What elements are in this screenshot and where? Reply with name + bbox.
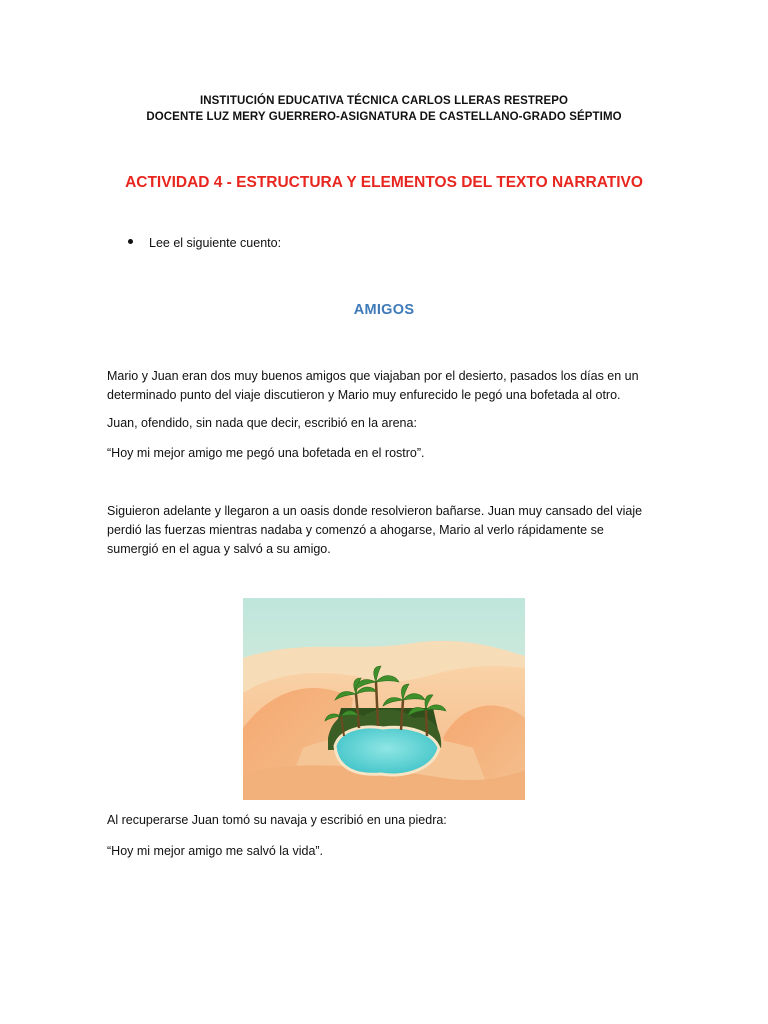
story-title: AMIGOS	[353, 302, 415, 318]
desert-oasis-icon	[243, 598, 525, 800]
story-paragraph: “Hoy mi mejor amigo me pegó una bofetada en el rostro”.	[107, 446, 425, 460]
document-header	[0, 93, 768, 125]
story-paragraph: Siguieron adelante y llegaron a un oasis donde resolvieron bañarse. Juan muy cansado del viaje perdió las fuerzas mientras nadaba y comenzó a ahogarse, Mario al verlo rápidamente se sumergió en el agua y salvó a su amigo.	[107, 504, 643, 556]
story-paragraph: Mario y Juan eran dos muy buenos amigos que viajaban por el desierto, pasados los días en un determinado punto del viaje discutieron y Mario muy enfurecido le pegó una bofetada al otro.	[107, 369, 639, 402]
teacher-line: DOCENTE LUZ MERY GUERRERO-ASIGNATURA DE CASTELLANO-GRADO SÉPTIMO	[146, 111, 622, 123]
institution-name: INSTITUCIÓN EDUCATIVA TÉCNICA CARLOS LLERAS RESTREPO	[199, 95, 569, 107]
bullet-icon	[128, 239, 133, 244]
instruction-text: Lee el siguiente cuento:	[149, 236, 282, 250]
story-paragraph: Al recuperarse Juan tomó su navaja y escribió en una piedra:	[107, 813, 447, 827]
story-paragraph: “Hoy mi mejor amigo me salvó la vida”.	[107, 844, 324, 858]
instruction-bullet	[128, 236, 281, 250]
story-paragraph: Juan, ofendido, sin nada que decir, escribió en la arena:	[107, 416, 417, 430]
activity-title: ACTIVIDAD 4 - ESTRUCTURA Y ELEMENTOS DEL TEXTO NARRATIVO	[125, 174, 643, 191]
oasis-illustration	[243, 598, 525, 800]
